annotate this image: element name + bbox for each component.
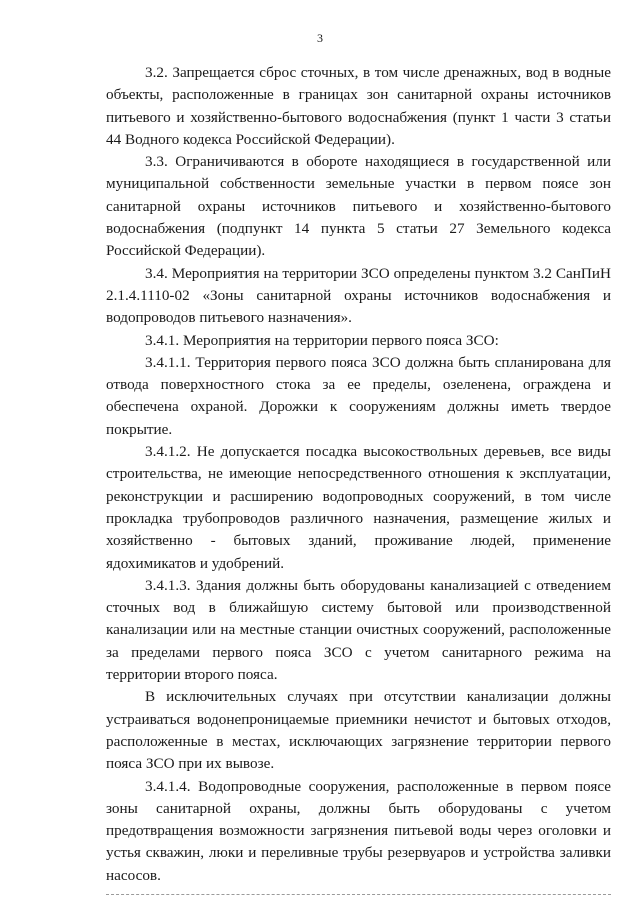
paragraph-exceptional-cases: В исключительных случаях при отсутствии канализации должны устраиваться водонепроницаемые приемники нечистот и бытовых отходов, расположенные в местах, исключающих загрязнение территории первого пояса ЗСО при их вывозе. xyxy=(106,688,611,773)
paragraph-3-4-1: 3.4.1. Мероприятия на территории первого пояса ЗСО: xyxy=(145,331,499,349)
footer-divider xyxy=(106,894,611,895)
document-body xyxy=(106,62,611,887)
paragraph-3-2: 3.2. Запрещается сброс сточных, в том числе дренажных, вод в водные объекты, расположенные в границах зон санитарной охраны источников питьевого и хозяйственно-бытового водоснабжения (пункт 1 части 3 статьи 44 Водного кодекса Российской Федерации). xyxy=(106,64,611,148)
paragraph-3-4: 3.4. Мероприятия на территории ЗСО определены пунктом 3.2 СанПиН 2.1.4.1110-02 «Зоны санитарной охраны источников водоснабжения и водопроводов питьевого назначения». xyxy=(106,264,611,327)
page-number: 3 xyxy=(317,31,323,45)
paragraph-3-4-1-2: 3.4.1.2. Не допускается посадка высокоствольных деревьев, все виды строительства, не имеющие непосредственного отношения к эксплуатации, реконструкции и расширению водопроводных сооружений, в том числе прокладка трубопроводов различного назначения, размещение жилых и хозяйственно - бытовых зданий, проживание людей, применение ядохимикатов и удобрений. xyxy=(106,443,611,572)
paragraph-3-4-1-3: 3.4.1.3. Здания должны быть оборудованы канализацией с отведением сточных вод в ближайшую систему бытовой или производственной канализации или на местные станции очистных сооружений, расположенные за пределами первого пояса ЗСО с учетом санитарного режима на территории второго пояса. xyxy=(106,576,611,684)
paragraph-3-3: 3.3. Ограничиваются в обороте находящиеся в государственной или муниципальной собственности земельные участки в первом поясе зон санитарной охраны источников питьевого и хозяйственно-бытового водоснабжения (подпункт 14 пункта 5 статьи 27 Земельного кодекса Российской Федерации). xyxy=(106,153,611,260)
paragraph-3-4-1-4: 3.4.1.4. Водопроводные сооружения, расположенные в первом поясе зоны санитарной охраны, должны быть оборудованы с учетом предотвращения возможности загрязнения питьевой воды через оголовки и устья скважин, люки и переливные трубы резервуаров и устройства заливки насосов. xyxy=(106,777,611,884)
paragraph-3-4-1-1: 3.4.1.1. Территория первого пояса ЗСО должна быть спланирована для отвода поверхностного стока за ее пределы, озеленена, ограждена и обеспечена охраной. Дорожки к сооружениям должны иметь твердое покрытие. xyxy=(106,353,611,438)
